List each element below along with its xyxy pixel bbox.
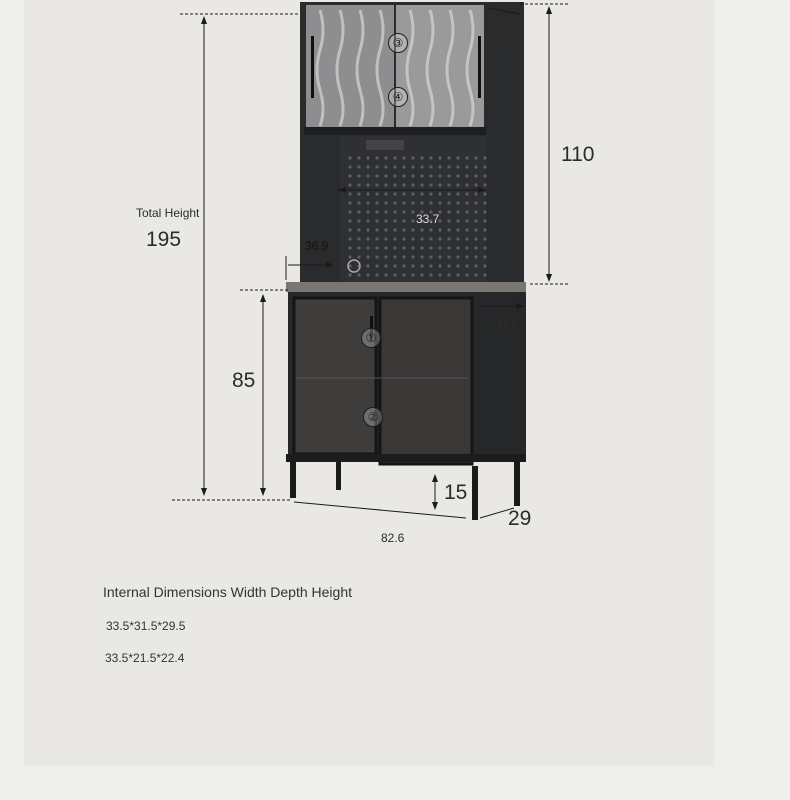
pegboard-hole — [348, 237, 351, 240]
pegboard-hole — [438, 255, 441, 258]
pegboard-hole — [384, 210, 387, 213]
total-height-caption: Total Height — [136, 206, 200, 220]
pegboard-hole — [375, 255, 378, 258]
pegboard-hole — [483, 255, 486, 258]
pegboard-hole — [393, 264, 396, 267]
pegboard-hole — [348, 264, 351, 267]
pegboard-hole — [447, 246, 450, 249]
pegboard-hole — [474, 192, 477, 195]
pegboard-hole — [366, 201, 369, 204]
pegboard-hole — [402, 183, 405, 186]
pegboard-hole — [348, 174, 351, 177]
pegboard-hole — [402, 192, 405, 195]
marker-1: ① — [361, 328, 381, 348]
total-height-value: 195 — [146, 228, 182, 251]
pegboard-hole — [438, 228, 441, 231]
countertop — [286, 282, 526, 292]
pegboard-hole — [420, 183, 423, 186]
pegboard-hole — [411, 264, 414, 267]
pegboard-hole — [411, 174, 414, 177]
pegboard-hole — [447, 183, 450, 186]
pegboard-hole — [447, 156, 450, 159]
pegboard-hole — [357, 246, 360, 249]
pegboard-hole — [429, 273, 432, 276]
pegboard-hole — [483, 246, 486, 249]
internal-dimension-row-2: 33.5*21.5*22.4 — [105, 651, 185, 665]
pegboard-hole — [456, 210, 459, 213]
pegboard-hole — [411, 273, 414, 276]
pegboard-hole — [366, 210, 369, 213]
pegboard-hole — [465, 237, 468, 240]
pegboard-hole — [384, 255, 387, 258]
pegboard-hole — [447, 255, 450, 258]
pegboard-hole — [357, 237, 360, 240]
pegboard-hole — [375, 246, 378, 249]
leg-back-right — [514, 460, 520, 506]
pegboard-hole — [420, 237, 423, 240]
pegboard-hole — [375, 228, 378, 231]
pegboard-hole — [402, 246, 405, 249]
pegboard-hole — [465, 219, 468, 222]
pegboard-hole — [447, 201, 450, 204]
pegboard-hole — [393, 183, 396, 186]
pegboard-hole — [384, 246, 387, 249]
pegboard-hole — [375, 174, 378, 177]
bottom-depth-value: 29 — [508, 507, 532, 530]
shelf-width-value: 33.7 — [416, 212, 440, 226]
pegboard-hole — [366, 183, 369, 186]
pegboard-hole — [375, 156, 378, 159]
pegboard-hole — [375, 210, 378, 213]
pegboard-hole — [420, 273, 423, 276]
upper-depth-value: 28 — [493, 18, 517, 41]
pegboard-hole — [465, 165, 468, 168]
pegboard-hole — [402, 210, 405, 213]
pegboard-hole — [438, 174, 441, 177]
pegboard-hole — [483, 201, 486, 204]
pegboard-hole — [384, 156, 387, 159]
pegboard-hole — [438, 183, 441, 186]
pegboard-hole — [357, 183, 360, 186]
pegboard-hole — [456, 156, 459, 159]
pegboard-hole — [348, 228, 351, 231]
total-width-value: 82.6 — [381, 531, 405, 545]
pegboard-hole — [366, 264, 369, 267]
pegboard-hole — [402, 219, 405, 222]
glass-door-right — [380, 298, 472, 464]
pegboard-hole — [393, 174, 396, 177]
pegboard-hole — [420, 156, 423, 159]
pegboard-hole — [420, 246, 423, 249]
pegboard-hole — [429, 156, 432, 159]
pegboard-hole — [483, 165, 486, 168]
pegboard-hole — [348, 210, 351, 213]
pegboard-hole — [384, 165, 387, 168]
pegboard-hole — [456, 246, 459, 249]
pegboard-hole — [474, 264, 477, 267]
pegboard-hole — [429, 246, 432, 249]
pegboard-hole — [456, 165, 459, 168]
glass-door-left — [294, 298, 376, 454]
pegboard-hole — [375, 201, 378, 204]
pegboard-hole — [357, 273, 360, 276]
pegboard-hole — [402, 228, 405, 231]
pegboard-hole — [393, 165, 396, 168]
pegboard-hole — [474, 210, 477, 213]
pegboard-hole — [411, 219, 414, 222]
pegboard-hole — [429, 174, 432, 177]
internal-dimensions-heading: Internal Dimensions Width Depth Height — [103, 584, 353, 600]
pegboard-hole — [420, 228, 423, 231]
pegboard-hole — [384, 273, 387, 276]
pegboard-hole — [447, 165, 450, 168]
pegboard-hole — [402, 201, 405, 204]
pegboard-hole — [375, 192, 378, 195]
pegboard-hole — [393, 273, 396, 276]
pegboard-hole — [375, 219, 378, 222]
pegboard-hole — [393, 255, 396, 258]
pegboard-hole — [357, 165, 360, 168]
pegboard-hole — [348, 201, 351, 204]
pegboard-hole — [429, 183, 432, 186]
pegboard-hole — [375, 264, 378, 267]
pegboard-hole — [411, 237, 414, 240]
pegboard-hole — [402, 273, 405, 276]
pegboard-hole — [348, 219, 351, 222]
pegboard-hole — [366, 246, 369, 249]
pegboard-hole — [384, 264, 387, 267]
pegboard-hole — [366, 237, 369, 240]
pegboard-hole — [483, 219, 486, 222]
pegboard-hole — [411, 183, 414, 186]
pegboard-hole — [456, 183, 459, 186]
pegboard-hole — [456, 228, 459, 231]
door-handle-left — [311, 36, 314, 98]
pegboard-hole — [465, 228, 468, 231]
marker-3: ③ — [388, 33, 408, 53]
pegboard-hole — [483, 273, 486, 276]
counter-depth-value: 40 — [492, 314, 516, 337]
pegboard-hole — [393, 192, 396, 195]
pegboard-hole — [483, 210, 486, 213]
pegboard-hole — [357, 201, 360, 204]
side-depth-value: 36.9 — [305, 239, 329, 253]
pegboard-hole — [483, 237, 486, 240]
pegboard-hole — [474, 237, 477, 240]
pegboard-hole — [411, 255, 414, 258]
pegboard-hole — [420, 255, 423, 258]
pegboard-hole — [348, 183, 351, 186]
pegboard-hole — [402, 264, 405, 267]
pegboard-hole — [465, 201, 468, 204]
pegboard-hole — [357, 219, 360, 222]
pegboard-hole — [429, 201, 432, 204]
pegboard-hole — [456, 219, 459, 222]
pegboard-hole — [366, 192, 369, 195]
pegboard-hole — [357, 228, 360, 231]
pegboard-hole — [357, 255, 360, 258]
internal-dimension-row-1: 33.5*31.5*29.5 — [106, 619, 186, 633]
pegboard-hole — [375, 183, 378, 186]
pegboard-hole — [384, 174, 387, 177]
pegboard-hole — [384, 192, 387, 195]
pegboard-hole — [411, 192, 414, 195]
pegboard-hole — [483, 174, 486, 177]
pegboard-hole — [456, 237, 459, 240]
pegboard-hole — [429, 165, 432, 168]
pegboard-hole — [402, 156, 405, 159]
pegboard-hole — [465, 255, 468, 258]
pegboard-hole — [411, 201, 414, 204]
pegboard-hole — [456, 273, 459, 276]
pegboard-hole — [456, 192, 459, 195]
pegboard-hole — [375, 273, 378, 276]
pegboard-hole — [438, 192, 441, 195]
pegboard-hole — [420, 192, 423, 195]
marker-2: ② — [363, 407, 383, 427]
pegboard-hole — [429, 192, 432, 195]
pegboard-hole — [348, 165, 351, 168]
pegboard-hole — [474, 228, 477, 231]
pegboard-hole — [456, 201, 459, 204]
pegboard-hole — [465, 192, 468, 195]
base-height-value: 85 — [232, 369, 256, 392]
pegboard-hole — [366, 219, 369, 222]
leg-back-left — [336, 460, 341, 490]
pegboard-hole — [447, 174, 450, 177]
pegboard-hole — [366, 174, 369, 177]
pegboard-hole — [474, 246, 477, 249]
pegboard-hole — [420, 165, 423, 168]
pegboard-hole — [447, 210, 450, 213]
pegboard-hole — [384, 183, 387, 186]
pegboard-hole — [393, 246, 396, 249]
pegboard-hole — [483, 264, 486, 267]
leg-height-value: 15 — [444, 481, 468, 504]
pegboard-hole — [465, 210, 468, 213]
pegboard-hole — [420, 264, 423, 267]
pegboard-hole — [456, 255, 459, 258]
pegboard-hole — [447, 219, 450, 222]
pegboard-hole — [438, 165, 441, 168]
pegboard-hole — [429, 255, 432, 258]
pegboard-hole — [483, 156, 486, 159]
pegboard-hole — [357, 210, 360, 213]
pegboard-hole — [393, 219, 396, 222]
pegboard-hole — [474, 255, 477, 258]
pegboard-hole — [384, 219, 387, 222]
pegboard-hole — [474, 165, 477, 168]
pegboard-hole — [474, 219, 477, 222]
pegboard-hole — [420, 174, 423, 177]
pegboard-hole — [366, 255, 369, 258]
pegboard-hole — [438, 246, 441, 249]
upper-door-left — [306, 5, 394, 129]
pegboard-hole — [366, 273, 369, 276]
pegboard-hole — [474, 156, 477, 159]
pegboard-hole — [366, 228, 369, 231]
pegboard-hole — [384, 201, 387, 204]
pegboard-hole — [447, 192, 450, 195]
pegboard-hole — [438, 264, 441, 267]
pegboard-hole — [465, 273, 468, 276]
power-strip — [366, 140, 404, 150]
pegboard-hole — [402, 174, 405, 177]
pegboard-hole — [483, 183, 486, 186]
pegboard-hole — [465, 156, 468, 159]
pegboard-hole — [483, 192, 486, 195]
pegboard-hole — [456, 264, 459, 267]
pegboard-hole — [474, 174, 477, 177]
pegboard-hole — [447, 264, 450, 267]
pegboard-hole — [465, 174, 468, 177]
pegboard-hole — [447, 228, 450, 231]
pegboard-hole — [447, 237, 450, 240]
pegboard-hole — [357, 156, 360, 159]
pegboard-hole — [384, 228, 387, 231]
pegboard-hole — [357, 174, 360, 177]
pegboard-hole — [474, 183, 477, 186]
pegboard-hole — [402, 255, 405, 258]
marker-4: ④ — [388, 87, 408, 107]
pegboard-hole — [366, 156, 369, 159]
pegboard-hole — [438, 237, 441, 240]
upper-shelf — [304, 127, 486, 135]
pegboard-hole — [483, 228, 486, 231]
pegboard-hole — [429, 237, 432, 240]
pegboard-hole — [465, 246, 468, 249]
pegboard-hole — [465, 183, 468, 186]
leg-front-right — [472, 466, 478, 520]
pegboard-hole — [375, 165, 378, 168]
pegboard-hole — [438, 273, 441, 276]
pegboard-hole — [393, 210, 396, 213]
pegboard-hole — [465, 264, 468, 267]
pegboard-hole — [438, 156, 441, 159]
pegboard-hole — [411, 246, 414, 249]
pegboard-hole — [348, 255, 351, 258]
pegboard-hole — [474, 273, 477, 276]
pegboard-hole — [411, 165, 414, 168]
pegboard-hole — [348, 192, 351, 195]
leg-front-left — [290, 460, 296, 498]
pegboard-hole — [402, 165, 405, 168]
pegboard-hole — [402, 237, 405, 240]
base-frame — [286, 454, 526, 462]
pegboard-hole — [366, 165, 369, 168]
pegboard-hole — [474, 201, 477, 204]
pegboard-hole — [357, 192, 360, 195]
door-handle-right — [478, 36, 481, 98]
pegboard-hole — [447, 273, 450, 276]
pegboard-hole — [411, 210, 414, 213]
pegboard-hole — [348, 246, 351, 249]
pegboard-hole — [411, 156, 414, 159]
upper-door-right — [396, 5, 484, 129]
upper-height-value: 110 — [561, 143, 595, 166]
pegboard-hole — [393, 201, 396, 204]
pegboard-hole — [384, 237, 387, 240]
pegboard-hole — [393, 156, 396, 159]
pegboard-hole — [429, 228, 432, 231]
pegboard-hole — [420, 201, 423, 204]
pegboard-hole — [393, 228, 396, 231]
pegboard-hole — [348, 156, 351, 159]
pegboard-hole — [393, 237, 396, 240]
pegboard-hole — [375, 237, 378, 240]
pegboard-hole — [411, 228, 414, 231]
pegboard-hole — [348, 273, 351, 276]
pegboard-hole — [438, 201, 441, 204]
pegboard-hole — [429, 264, 432, 267]
pegboard-hole — [456, 174, 459, 177]
